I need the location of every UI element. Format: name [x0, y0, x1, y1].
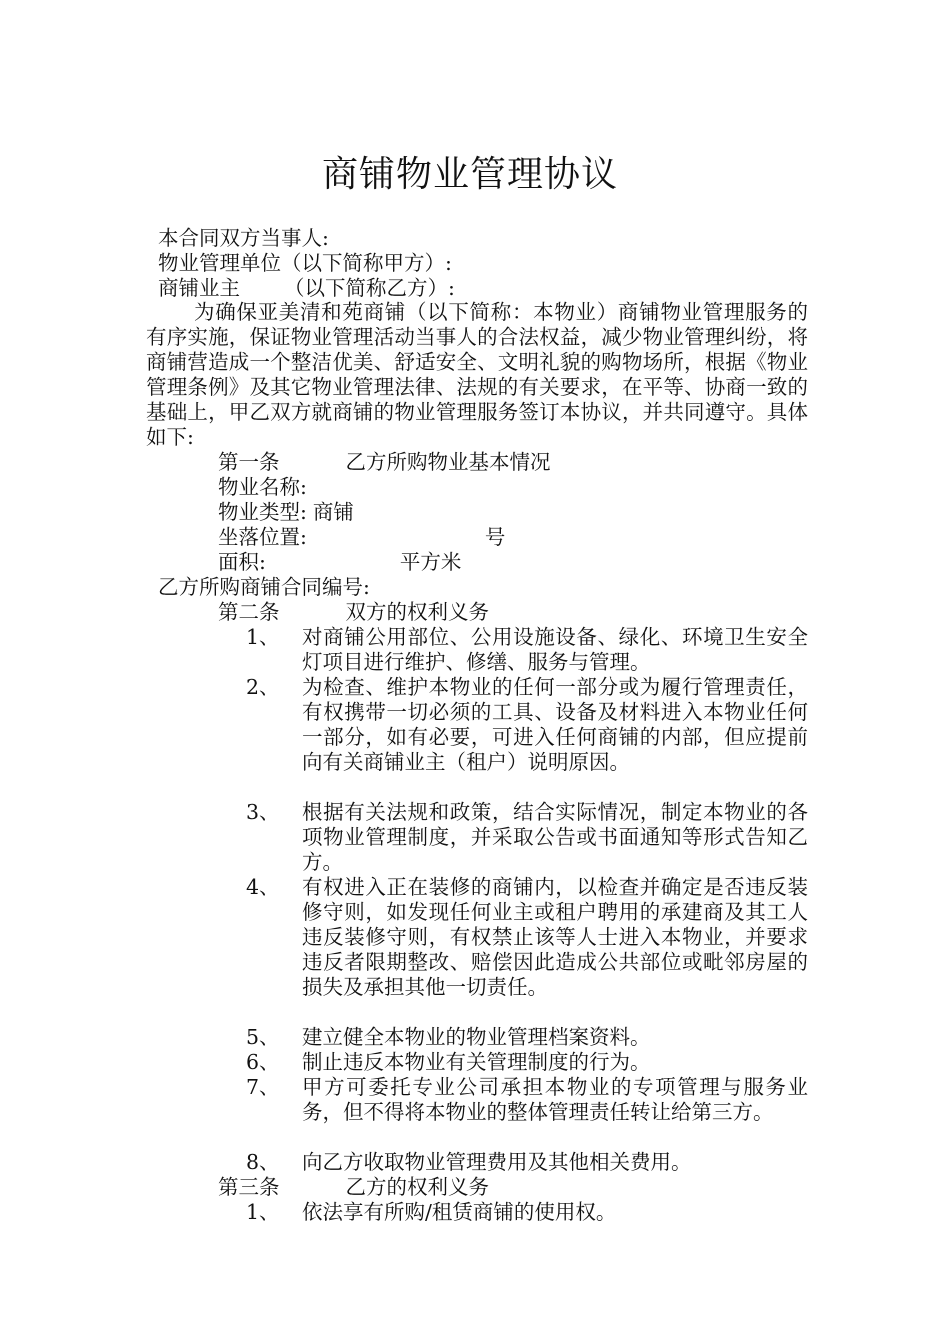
article3-heading	[218, 1175, 489, 1200]
article2-item	[218, 800, 808, 875]
article3-title: 乙方的权利义务	[345, 1175, 489, 1199]
property-type-label: 物业类型:	[218, 500, 307, 524]
item-text: 有权进入正在装修的商铺内，以检查并确定是否违反装修守则，如发现任何业主或租户聘用的承建商及其工人违反装修守则，有权禁止该等人士进入本物业，并要求违反者限期整改、赔偿因此造成公共部位或毗邻房屋的损失及承担其他一切责任。	[302, 875, 808, 999]
property-type-value: 商铺	[312, 500, 354, 524]
contract-number-label: 乙方所购商铺合同编号:	[158, 575, 370, 599]
parties-intro: 本合同双方当事人:	[158, 226, 329, 250]
item-text: 向乙方收取物业管理费用及其他相关费用。	[302, 1150, 692, 1174]
article1-label: 第一条	[218, 450, 280, 474]
party-b-suffix: （以下简称乙方）:	[284, 276, 455, 300]
article2-item	[218, 1025, 808, 1050]
article2-item	[218, 675, 808, 775]
item-number: 5、	[246, 1025, 280, 1049]
item-text: 制止违反本物业有关管理制度的行为。	[302, 1050, 651, 1074]
item-number: 3、	[246, 800, 280, 824]
item-number: 4、	[246, 875, 280, 899]
property-name-label: 物业名称:	[218, 475, 307, 499]
item-number: 2、	[246, 675, 280, 699]
party-a-line: 物业管理单位（以下简称甲方）:	[158, 251, 452, 275]
property-location-line	[218, 525, 505, 550]
item-number: 1、	[246, 625, 280, 649]
article3-label: 第三条	[218, 1175, 280, 1199]
property-location-label: 坐落位置:	[218, 525, 307, 549]
property-area-unit: 平方米	[399, 550, 462, 574]
item-number: 8、	[246, 1150, 280, 1174]
item-number: 1、	[246, 1200, 280, 1224]
article1-title: 乙方所购物业基本情况	[345, 450, 551, 474]
document-title: 商铺物业管理协议	[321, 154, 618, 195]
party-b-line	[158, 276, 455, 301]
preamble-paragraph: 为确保亚美清和苑商铺（以下简称：本物业）商铺物业管理服务的有序实施，保证物业管理活动当事人的合法权益，减少物业管理纠纷，将商铺营造成一个整洁优美、舒适安全、文明礼貌的购物场所，根据《物业管理条例》及其它物业管理法律、法规的有关要求，在平等、协商一致的基础上，甲乙双方就商铺的物业管理服务签订本协议，并共同遵守。具体如下:	[146, 300, 808, 449]
article2-item	[218, 875, 808, 1000]
article2-title: 双方的权利义务	[345, 600, 489, 624]
article2-item	[218, 625, 808, 675]
item-number: 7、	[246, 1075, 280, 1099]
item-text: 建立健全本物业的物业管理档案资料。	[302, 1025, 651, 1049]
article1-heading	[218, 450, 551, 475]
item-text: 对商铺公用部位、公用设施设备、绿化、环境卫生安全灯项目进行维护、修缮、服务与管理。	[302, 625, 808, 674]
item-text: 依法享有所购/租赁商铺的使用权。	[302, 1200, 617, 1224]
item-text: 甲方可委托专业公司承担本物业的专项管理与服务业务，但不得将本物业的整体管理责任转让给第三方。	[302, 1075, 808, 1124]
property-location-suffix: 号	[484, 525, 506, 549]
item-text: 为检查、维护本物业的任何一部分或为履行管理责任，有权携带一切必须的工具、设备及材料进入本物业任何一部分，如有必要，可进入任何商铺的内部，但应提前向有关商铺业主（租户）说明原因。	[302, 675, 808, 774]
article2-item	[218, 1150, 808, 1175]
property-area-label: 面积:	[218, 550, 266, 574]
item-number: 6、	[246, 1050, 280, 1074]
property-area-line	[218, 550, 461, 575]
article2-label: 第二条	[218, 600, 280, 624]
party-b-label: 商铺业主	[158, 276, 240, 300]
item-text: 根据有关法规和政策，结合实际情况，制定本物业的各项物业管理制度，并采取公告或书面通知等形式告知乙方。	[302, 800, 808, 874]
article2-item	[218, 1075, 808, 1125]
property-type-line	[218, 500, 354, 525]
article2-item	[218, 1050, 808, 1075]
article2-heading	[218, 600, 489, 625]
article3-item	[218, 1200, 808, 1225]
